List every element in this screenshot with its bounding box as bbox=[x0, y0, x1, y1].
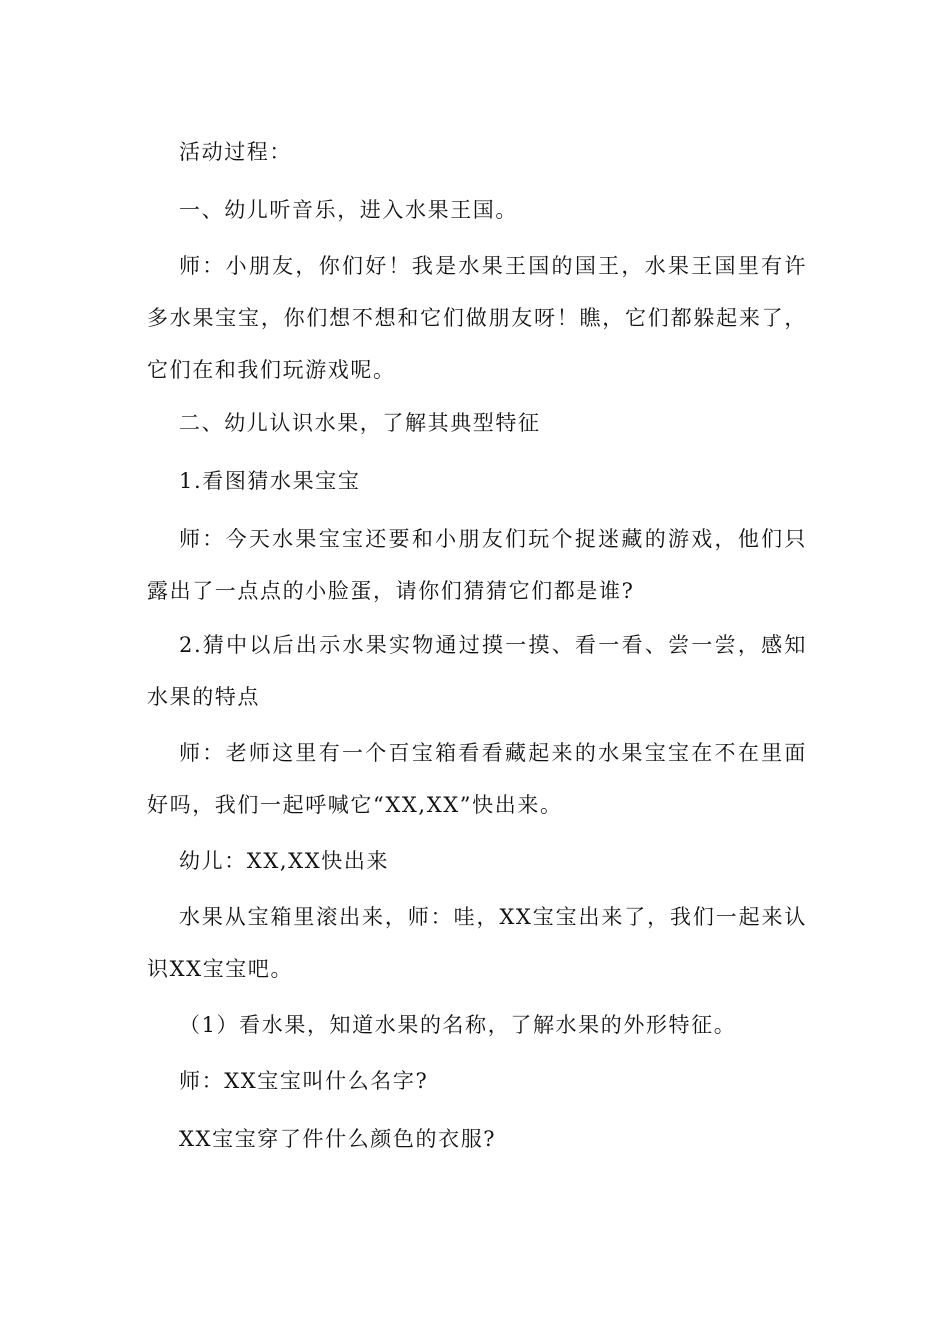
observe-fruit-item: （1）看水果，知道水果的名称，了解水果的外形特征。 bbox=[179, 1013, 737, 1037]
teacher-question-name: 师：XX宝宝叫什么名字? bbox=[179, 1069, 429, 1093]
teacher-treasure-box-paragraph: 师：老师这里有一个百宝箱看看藏起来的水果宝宝在不在里面好吗，我们一起呼喊它“XX,XX”快出来。 bbox=[147, 741, 807, 817]
children-call-paragraph: 幼儿：XX,XX快出来 bbox=[179, 849, 390, 873]
fruit-rolls-out-paragraph: 水果从宝箱里滚出来，师：哇，XX宝宝出来了，我们一起来认识XX宝宝吧。 bbox=[147, 905, 807, 981]
teacher-intro-paragraph: 师：小朋友，你们好！我是水果王国的国王，水果王国里有许多水果宝宝，你们想不想和它们做朋友呀！瞧，它们都躲起来了，它们在和我们玩游戏呢。 bbox=[147, 254, 807, 382]
question-color: XX宝宝穿了件什么颜色的衣服? bbox=[179, 1127, 497, 1151]
step-one-heading: 一、幼儿听音乐，进入水果王国。 bbox=[179, 198, 518, 222]
step-two-heading: 二、幼儿认识水果，了解其典型特征 bbox=[179, 411, 541, 435]
sub-step-show-fruit: 2.猜中以后出示水果实物通过摸一摸、看一看、尝一尝，感知水果的特点 bbox=[147, 633, 807, 709]
section-heading-activity-process: 活动过程： bbox=[179, 140, 292, 164]
teacher-hide-seek-paragraph: 师：今天水果宝宝还要和小朋友们玩个捉迷藏的游戏，他们只露出了一点点的小脸蛋，请你们猜猜它们都是谁? bbox=[147, 527, 807, 603]
sub-step-guess-picture: 1.看图猜水果宝宝 bbox=[179, 469, 361, 493]
